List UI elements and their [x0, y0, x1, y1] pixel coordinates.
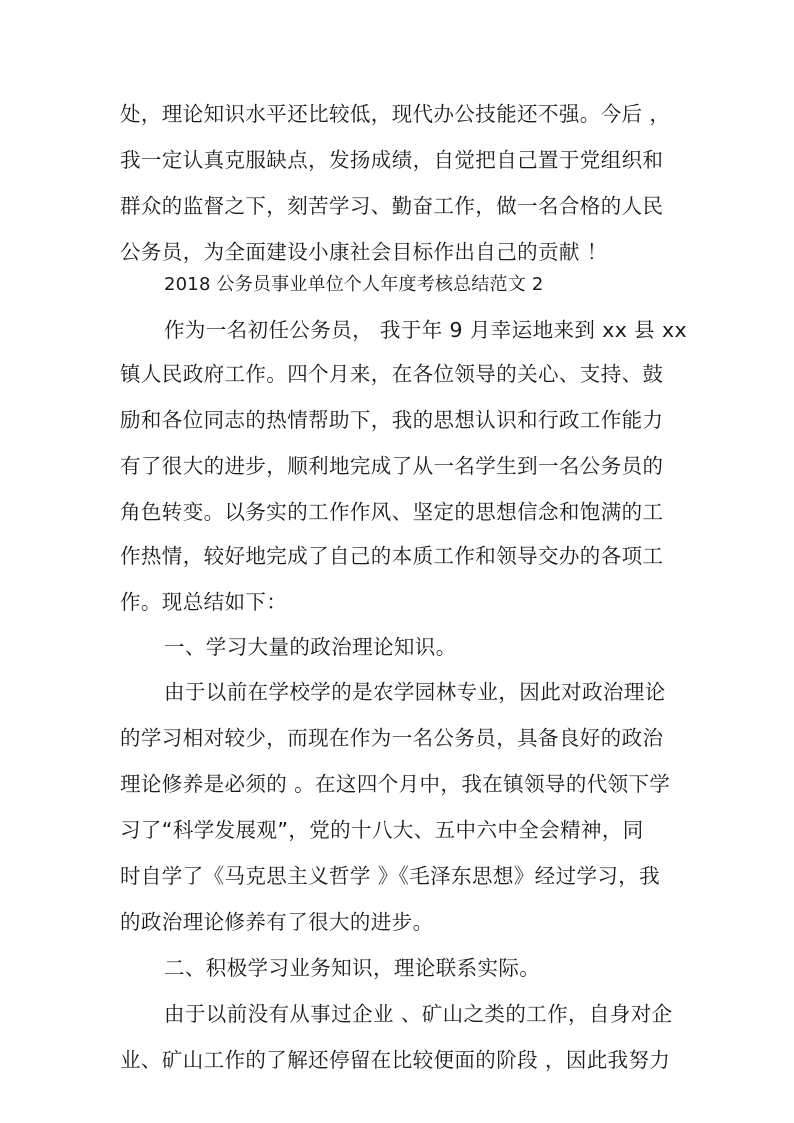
text-line: 由于以前没有从事过企业 、矿山之类的工作，自身对企 — [164, 1002, 673, 1026]
text-line: 作热情，较好地完成了自己的本质工作和领导交办的各项工 — [120, 544, 664, 568]
section-title: 2018 公务员事业单位个人年度考核总结范文 2 — [164, 274, 544, 295]
text-line: 群众的监督之下，刻苦学习、勤奋工作，做一名合格的人民 — [120, 194, 664, 218]
text-line: 习了“科学发展观”，党的十八大、五中六中全会精神，同 — [120, 818, 644, 842]
text-line: 作为一名初任公务员， 我于年 9 月幸运地来到 xx 县 xx — [164, 318, 688, 342]
text-line: 公务员，为全面建设小康社会目标作出自己的贡献 ！ — [120, 240, 608, 264]
text-line: 业、矿山工作的了解还停留在比较便面的阶段 ，因此我努力 — [120, 1048, 671, 1072]
text-line: 角色转变。以务实的工作作风、坚定的思想信念和饱满的工 — [120, 500, 664, 524]
text-line: 有了很大的进步，顺利地完成了从一名学生到一名公务员的 — [120, 454, 664, 478]
text-line: 处，理论知识水平还比较低，现代办公技能还不强。今后 ， — [120, 102, 671, 126]
text-line: 的政治理论修养有了很大的进步。 — [120, 910, 434, 934]
text-line: 作。现总结如下： — [120, 590, 288, 614]
text-line: 理论修养是必须的 。在这四个月中，我在镇领导的代领下学 — [120, 772, 671, 796]
text-line: 励和各位同志的热情帮助下，我的思想认识和行政工作能力 — [120, 408, 664, 432]
text-line: 时自学了《马克思主义哲学 》《毛泽东思想》经过学习，我 — [120, 864, 661, 888]
text-line: 我一定认真克服缺点，发扬成绩，自觉把自己置于党组织和 — [120, 148, 664, 172]
text-line: 的学习相对较少，而现在作为一名公务员，具备良好的政治 — [120, 726, 664, 750]
subheading: 二、积极学习业务知识，理论联系实际。 — [164, 956, 541, 980]
subheading: 一、学习大量的政治理论知识。 — [164, 635, 457, 659]
text-line: 由于以前在学校学的是农学园林专业，因此对政治理论 — [164, 680, 666, 704]
text-line: 镇人民政府工作。四个月来，在各位领导的关心、支持、鼓 — [120, 362, 664, 386]
